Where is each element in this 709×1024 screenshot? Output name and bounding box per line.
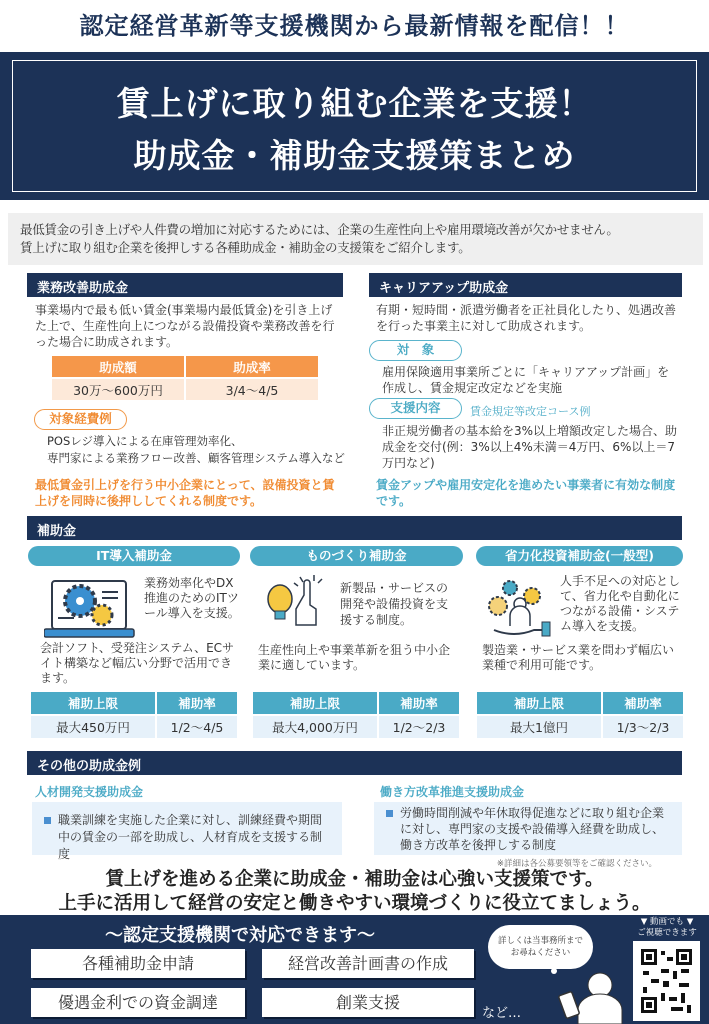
table-header: 補助率: [603, 692, 683, 714]
closing-line2: 上手に活用して経営の安定と働きやすい環境づくりに役立てましょう。: [58, 893, 651, 914]
intro-line2: 賃上げに取り組む企業を後押しする各種助成金・補助金の支援策をご紹介します。: [20, 240, 471, 255]
shoryokuka-short: 人手不足への対応として、省力化や自動化につながる設備・システム導入を支援。: [560, 574, 681, 633]
closing-line1: 賃上げを進める企業に助成金・補助金は心強い支援策です。: [105, 869, 604, 890]
monozukuri-long: 生産性向上や事業革新を狙う中小企業に適しています。: [258, 643, 451, 672]
lightbulb-hand-icon: [264, 573, 334, 641]
monozukuri-short: 新製品・サービスの開発や設備投資を支援する制度。: [340, 581, 449, 627]
table-cell: 最大450万円: [31, 716, 155, 738]
qr-code-icon: [641, 949, 692, 1013]
expense-line: 専門家による業務フロー改善、顧客管理システム導入など: [47, 451, 345, 465]
top-headline: 認定経営革新等支援機関から最新情報を配信！！: [79, 12, 630, 40]
gyomu-table: [50, 354, 320, 402]
hatarakikata-text: 労働時間削減や年休取得促進などに取り組む企業に対し、専門家の支援や設備導入経費を助成し、働き方改革を後押しする制度: [400, 806, 665, 852]
career-desc: 有期・短時間・派遣労働者を正社員化したり、処遇改善を行った事業主に対して助成されます。: [376, 303, 677, 333]
expense-examples: [47, 433, 345, 467]
table-header: 補助率: [157, 692, 237, 714]
table-header: 助成率: [186, 356, 318, 377]
bubble-line: 詳しくは当事務所まで: [497, 936, 583, 946]
monozukuri-title: ものづくり補助金: [250, 546, 463, 566]
table-header: 助成額: [52, 356, 184, 377]
expense-label: 対象経費例: [34, 409, 127, 430]
expense-line: POSレジ導入による在庫管理効率化、: [47, 434, 243, 448]
table-cell: 3/4～4/5: [186, 379, 318, 400]
gyomu-note: 最低賃金引上げを行う中小企業にとって、設備投資と賃上げを同時に後押ししてくれる制度です。: [35, 478, 335, 508]
it-subsidy-long: 会計ソフト、受発注システム、ECサイト構築など幅広い分野で活用できます。: [40, 641, 235, 685]
table-header: 補助上限: [253, 692, 377, 714]
footer: [0, 915, 709, 1024]
support-label: 支援内容: [369, 398, 462, 419]
support-text: 非正規労働者の基本給を3%以上増額改定した場合、助成金を交付(例：3%以上4%未満＝4万円、6%以上＝7万円など): [382, 424, 678, 470]
target-label: 対 象: [369, 340, 462, 361]
career-note: 賃金アップや雇用安定化を進めたい事業者に有効な制度です。: [376, 478, 676, 508]
table-cell: 30万～600万円: [52, 379, 184, 400]
shoryokuka-title: 省力化投資補助金(一般型): [476, 546, 683, 566]
jinzai-box: [32, 802, 342, 861]
table-cell: 最大1億円: [477, 716, 601, 738]
service-preferential-loan: 優遇金利での資金調達: [31, 988, 245, 1017]
video-note: [634, 917, 700, 939]
closing-message: [0, 868, 709, 916]
person-tablet-icon: [548, 967, 626, 1024]
table-header: 補助率: [379, 692, 459, 714]
table-cell: 1/3～2/3: [603, 716, 683, 738]
section-header-others: その他の助成金例: [27, 751, 682, 775]
service-subsidy-application: 各種補助金申請: [31, 949, 245, 978]
table-cell: 最大4,000万円: [253, 716, 377, 738]
hatarakikata-title: 働き方改革推進支援助成金: [380, 785, 525, 799]
gyomu-desc: 事業場内で最も低い賃金(事業場内最低賃金)を引き上げた上で、生産性向上につながる設備投資や業務改善を行った場合に助成されます。: [35, 303, 335, 349]
main-title-line1: 賃上げに取り組む企業を支援！: [116, 84, 593, 123]
section-header-career: キャリアアップ助成金: [369, 273, 682, 297]
hatarakikata-box: [374, 802, 682, 855]
monozukuri-table: [251, 690, 461, 740]
table-cell: 1/2～2/3: [379, 716, 459, 738]
service-startup-support: 創業支援: [262, 988, 474, 1017]
bullet-square-icon: [44, 817, 51, 824]
section-header-hojokin: 補助金: [27, 516, 682, 540]
service-management-plan: 経営改善計画書の作成: [262, 949, 474, 978]
intro-line1: 最低賃金の引き上げや人件費の増加に対応するためには、企業の生産性向上や雇用環境改善が欠かせません。: [20, 222, 619, 237]
main-title-line2: 助成金・補助金支援策まとめ: [133, 136, 576, 175]
section-header-gyomu: 業務改善助成金: [27, 273, 343, 297]
jinzai-title: 人材開発支援助成金: [35, 785, 144, 799]
it-subsidy-table: [29, 690, 239, 740]
jinzai-text: 職業訓練を実施した企業に対し、訓練経費や期間中の賃金の一部を助成し、人材育成を支援する制度: [58, 813, 323, 861]
target-text: 雇用保険適用事業所ごとに「キャリアアップ計画」を作成し、賃金規定改定などを実施: [382, 365, 670, 395]
it-subsidy-title: IT導入補助金: [28, 546, 240, 566]
it-subsidy-short: 業務効率化やDX推進のためのITツール導入を支援。: [144, 576, 240, 620]
laptop-gears-icon: [44, 575, 140, 643]
video-line: ▼ 動画でも ▼: [640, 917, 694, 927]
qr-code[interactable]: [633, 941, 700, 1021]
table-header: 補助上限: [477, 692, 601, 714]
bubble-line: お尋ねください: [510, 948, 571, 958]
footer-title: ～認定支援機関で対応できます～: [105, 925, 375, 946]
speech-bubble: [488, 925, 593, 969]
video-line: ご視聴できます: [637, 928, 697, 938]
person-gears-hand-icon: [486, 578, 558, 640]
intro-box: [8, 213, 703, 265]
title-banner: [0, 52, 709, 200]
detail-note: ※詳細は各公募要領等をご確認ください。: [496, 859, 657, 869]
etc-text: など…: [482, 1006, 522, 1021]
shoryokuka-table: [475, 690, 685, 740]
support-course: 賃金規定等改定コース例: [470, 405, 591, 418]
bullet-square-icon: [386, 810, 393, 817]
shoryokuka-long: 製造業・サービス業を問わず幅広い業種で利用可能です。: [482, 643, 675, 672]
table-cell: 1/2～4/5: [157, 716, 237, 738]
table-header: 補助上限: [31, 692, 155, 714]
